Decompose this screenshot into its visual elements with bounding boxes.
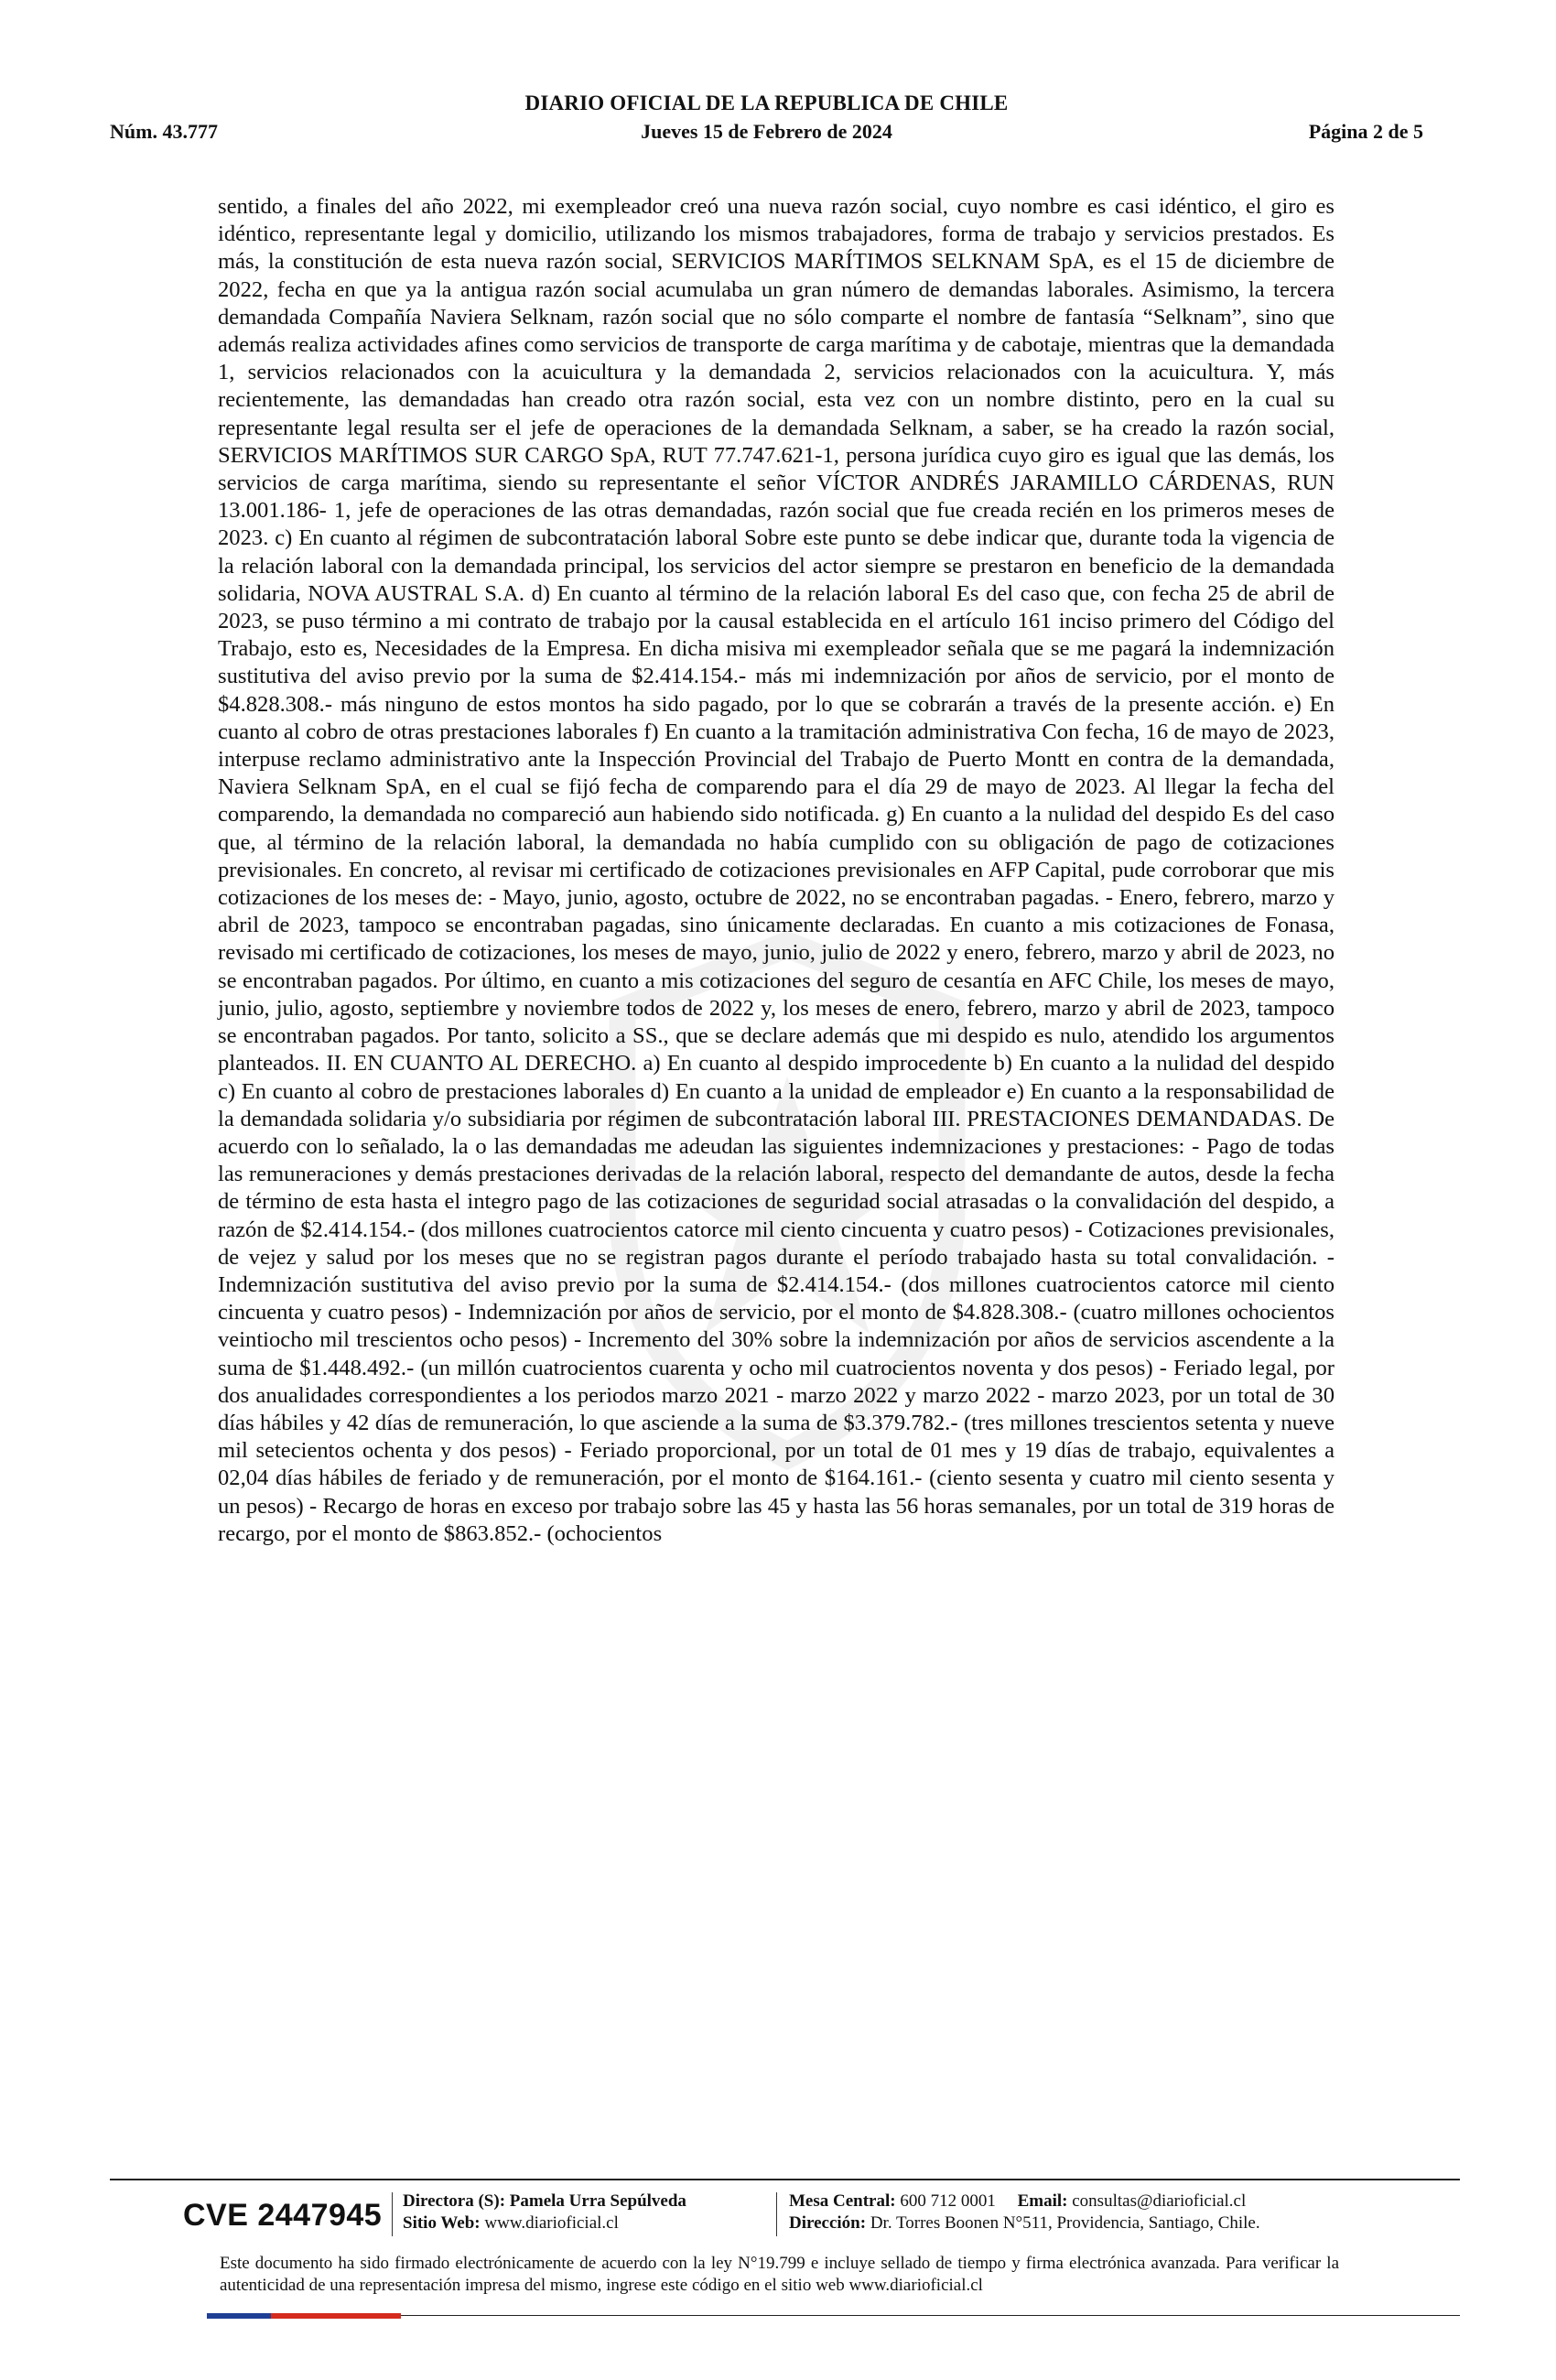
sitio-label: Sitio Web:: [403, 2213, 481, 2233]
directora-name: Pamela Urra Sepúlveda: [509, 2191, 686, 2211]
mesa-phone: 600 712 0001: [900, 2191, 996, 2211]
direccion-value: Dr. Torres Boonen N°511, Providencia, Santiago, Chile.: [870, 2213, 1260, 2233]
page-header: [110, 92, 1423, 148]
footer-col-director: [403, 2191, 686, 2234]
footer-divider: [110, 2179, 1460, 2180]
cve-code: CVE 2447945: [183, 2198, 383, 2233]
direccion-label: Dirección:: [789, 2213, 867, 2233]
flag-blue-segment: [207, 2313, 271, 2319]
sitio-link[interactable]: www.diarioficial.cl: [484, 2213, 619, 2233]
page-number: Página 2 de 5: [1308, 120, 1423, 143]
article-body: sentido, a finales del año 2022, mi exempleador creó una nueva razón social, cuyo nombre es casi idéntico, el giro es idéntico, representante legal y domicilio, utilizando los mismos trabajadores, forma de trabajo y servicios prestados. Es más, la constitución de esta nueva razón social, SERVICIOS MARÍTIMOS SELKNAM SpA, es el 15 de diciembre de 2022, fecha en que ya la antigua razón social acumulaba un gran número de demandas laborales. Asimismo, la tercera demandada Compañía Naviera Selknam, razón social que no sólo comparte el nombre de fantasía “Selknam”, sino que además realiza actividades afines como servicios de transporte de carga marítima y de cabotaje, mientras que la demandada 1, servicios relacionados con la acuicultura y la demandada 2, servicios relacionados con la acuicultura. Y, más recientemente, las demandadas han creado otra razón social, esta vez con un nombre distinto, pero en la cual su representante legal resulta ser el jefe de operaciones de la demandada Selknam, a saber, se ha creado la razón social, SERVICIOS MARÍTIMOS SUR CARGO SpA, RUT 77.747.621-1, persona jurídica cuyo giro es igual que las demás, los servicios de carga marítima, siendo su representante el señor VÍCTOR ANDRÉS JARAMILLO CÁRDENAS, RUN 13.001.186- 1, jefe de operaciones de las otras demandadas, razón social que fue creada recién en los primeros meses de 2023. c) En cuanto al régimen de subcontratación laboral Sobre este punto se debe indicar que, durante toda la vigencia de la relación laboral con la demandada principal, los servicios del actor siempre se prestaron en beneficio de la demandada solidaria, NOVA AUSTRAL S.A. d) En cuanto al término de la relación laboral Es del caso que, con fecha 25 de abril de 2023, se puso término a mi contrato de trabajo por la causal establecida en el artículo 161 inciso primero del Código del Trabajo, esto es, Necesidades de la Empresa. En dicha misiva mi exempleador señala que se me pagará la indemnización sustitutiva del aviso previo por la suma de $2.414.154.- más mi indemnización por años de servicio, por el monto de $4.828.308.- más ninguno de estos montos ha sido pagado, por lo que se cobrarán a través de la presente acción. e) En cuanto al cobro de otras prestaciones laborales f) En cuanto a la tramitación administrativa Con fecha, 16 de mayo de 2023, interpuse reclamo administrativo ante la Inspección Provincial del Trabajo de Puerto Montt en contra de la demandada, Naviera Selknam SpA, en el cual se fijó fecha de comparendo para el día 29 de mayo de 2023. Al llegar la fecha del comparendo, la demandada no compareció aun habiendo sido notificada. g) En cuanto a la nulidad del despido Es del caso que, al término de la relación laboral, la demandada no había cumplido con su obligación de pago de cotizaciones previsionales. En concreto, al revisar mi certificado de cotizaciones previsionales en AFP Capital, pude corroborar que mis cotizaciones de los meses de: - Mayo, junio, agosto, octubre de 2022, no se encontraban pagadas. - Enero, febrero, marzo y abril de 2023, tampoco se encontraban pagadas, sino únicamente declaradas. En cuanto a mis cotizaciones de Fonasa, revisado mi certificado de cotizaciones, los meses de mayo, junio, julio de 2022 y enero, febrero, marzo y abril de 2023, no se encontraban pagados. Por último, en cuanto a mis cotizaciones del seguro de cesantía en AFC Chile, los meses de mayo, junio, julio, agosto, septiembre y noviembre todos de 2022 y, los meses de enero, febrero, marzo y abril de 2023, tampoco se encontraban pagados. Por tanto, solicito a SS., que se declare además que mi despido es nulo, atendido los argumentos planteados. II. EN CUANTO AL DERECHO. a) En cuanto al despido improcedente b) En cuanto a la nulidad del despido c) En cuanto al cobro de prestaciones laborales d) En cuanto a la unidad de empleador e) En cuanto a la responsabilidad de la demandada solidaria y/o subsidiaria por régimen de subcontratación laboral III. PRESTACIONES DEMANDADAS. De acuerdo con lo señalado, la o las demandadas me adeudan las siguientes indemnizaciones y prestaciones: - Pago de todas las remuneraciones y demás prestaciones derivadas de la relación laboral, respecto del demandante de autos, desde la fecha de término de esta hasta el integro pago de las cotizaciones de seguridad social atrasadas o la convalidación del despido, a razón de $2.414.154.- (dos millones cuatrocientos catorce mil ciento cincuenta y cuatro pesos) - Cotizaciones previsionales, de vejez y salud por los meses que no se registran pagos durante el período trabajado hasta su total convalidación. - Indemnización sustitutiva del aviso previo por la suma de $2.414.154.- (dos millones cuatrocientos catorce mil ciento cincuenta y cuatro pesos) - Indemnización por años de servicio, por el monto de $4.828.308.- (cuatro millones ochocientos veintiocho mil trescientos ocho pesos) - Incremento del 30% sobre la indemnización por años de servicios ascendente a la suma de $1.448.492.- (un millón cuatrocientos cuarenta y ocho mil cuatrocientos noventa y dos pesos) - Feriado legal, por dos anualidades correspondientes a los periodos marzo 2021 - marzo 2022 y marzo 2022 - marzo 2023, por un total de 30 días hábiles y 42 días de remuneración, lo que asciende a la suma de $3.379.782.- (tres millones trescientos setenta y nueve mil setecientos ochenta y dos pesos) - Feriado proporcional, por un total de 01 mes y 19 días de trabajo, equivalentes a 02,04 días hábiles de feriado y de remuneración, por el monto de $164.161.- (ciento sesenta y cuatro mil ciento sesenta y un pesos) - Recargo de horas en exceso por trabajo sobre las 45 y hasta las 56 horas semanales, por un total de 319 horas de recargo, por el monto de $863.852.- (ochocientos: [218, 194, 1334, 1546]
issue-number: Núm. 43.777: [110, 120, 218, 143]
legal-notice: Este documento ha sido firmado electrónicamente de acuerdo con la ley N°19.799 e incluye sellado de tiempo y firma electrónica avanzada. Para verificar la autenticidad de una representación impresa del mismo, ingrese este código en el sitio web www.diarioficial.cl: [220, 2254, 1339, 2295]
email-link[interactable]: consultas@diarioficial.cl: [1072, 2191, 1247, 2211]
footer-col-contact: [789, 2191, 1260, 2234]
footer-info: [183, 2191, 1373, 2242]
mesa-label: Mesa Central:: [789, 2191, 896, 2211]
issue-date: Jueves 15 de Febrero de 2024: [641, 120, 892, 143]
email-label: Email:: [1017, 2191, 1068, 2211]
directora-label: Directora (S):: [403, 2191, 506, 2211]
footer-divider-right: [776, 2192, 777, 2236]
flag-red-segment: [271, 2313, 401, 2319]
flag-stripe: [207, 2313, 401, 2319]
footer-divider-left: [392, 2192, 393, 2236]
newspaper-title: DIARIO OFICIAL DE LA REPUBLICA DE CHILE: [524, 92, 1009, 114]
